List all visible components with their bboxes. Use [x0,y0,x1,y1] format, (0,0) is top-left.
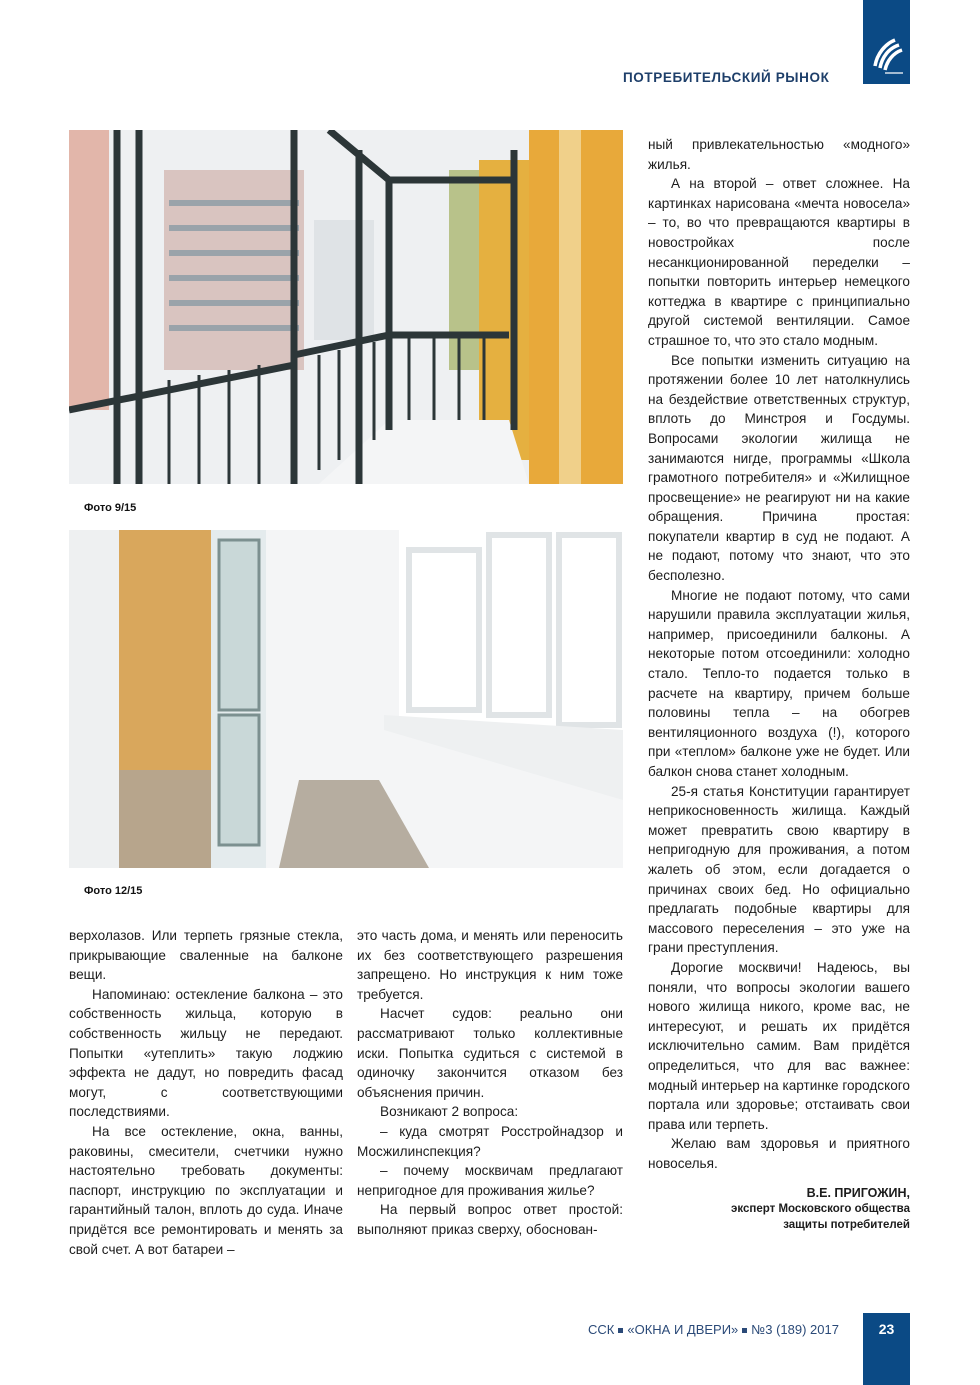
footer-publication [588,1322,839,1337]
paragraph: На все остекление, окна, ванны, раковины, смесители, счетчики нужно настоятельно требовать документы: паспорт, инструкцию по эксплуатации и гарантийный талон, вплоть до суда. Иначе придётся все ремонтировать и менять за свой счет. А вот батареи – [69,1123,343,1257]
paragraph: Напоминаю: остекление балкона – это собственность жильца, которую в собственность жильцу не передают. Попытки «утеплить» такую лоджию эффекта не дадут, но повредить фасад могут, с соответствующими последствиями. [69,986,343,1120]
article-column-left [69,926,343,1259]
magazine-logo-icon [869,36,905,76]
paragraph: 25-я статья Конституции гарантирует неприкосновенность жилища. Каждый может превратить свою квартиру в непригодную для проживания, а потом жалеть об этом, если догадается о причинах своих бед. Но официально предлагать подобные квартиры для массового переселения – это уже на грани преступления. [648,783,910,956]
author-title-line1: эксперт Московского общества [731,1203,910,1216]
paragraph: Многие не подают потому, что сами нарушили правила эксплуатации жилья, например, присоединили балконы. А некоторые потом отсоединили: холодно стало. Тепло-то подается только в расчете на квартиру, причем больше половины тепла – на обогрев вентиляционного воздуха (!), которого при «теплом» балконе уже не будет. Или балкон снова станет холодным. [648,587,910,779]
footer-issue: №3 (189) 2017 [751,1322,839,1337]
author-title-line2: защиты потребителей [783,1219,910,1232]
paragraph: это часть дома, и менять или переносить их без соответствующего разрешения запрещено. Но инструкция к ним тоже требуется. [357,928,623,1002]
paragraph: А на второй – ответ сложнее. На картинках нарисована «мечта новосела» – то, во что превращаются квартиры в новостройках после несанкционированной переделки – попытки повторить интерьер немецкого коттеджа в квартире с принципиально другой системой вентиляции. Самое страшное то, что это стало модным. [648,176,910,348]
paragraph: На первый вопрос ответ простой: выполняют приказ сверху, обоснован- [357,1202,623,1237]
paragraph: – почему москвичам предлагают непригодное для проживания жилье? [357,1163,623,1198]
footer-magazine: «ОКНА И ДВЕРИ» [627,1322,739,1337]
paragraph: ный привлекательностью «модного» жилья. [648,137,910,172]
paragraph: Насчет судов: реально они рассматривают только коллективные иски. Попытка судиться с системой в одиночку закончится отказом без объяснения причин. [357,1006,623,1100]
photo-glazed-balcony [69,130,623,484]
section-title: ПОТРЕБИТЕЛЬСКИЙ РЫНОК [623,70,830,85]
author-signature [648,1185,910,1233]
paragraph: верхолазов. Или терпеть грязные стекла, прикрывающие сваленные на балконе вещи. [69,928,343,983]
article-column-right [648,135,910,1233]
paragraph: Возникают 2 вопроса: [380,1104,519,1120]
paragraph: Желаю вам здоровья и приятного новоселья. [648,1136,910,1171]
paragraph: Все попытки изменить ситуацию на протяжении более 10 лет натолкнулись на бездействие ответственных структур, вплоть до Минстроя и Госдумы. Вопросами экологии жилища не занимаются нигде, программы «Школа грамотного потребителя» и «Жилищное просвещение» не реагируют ни на какие обращения. Причина простая: покупатели квартир в суд не подают. А не подают, потому что знают, что это бесполезно. [648,352,910,584]
paragraph: – куда смотрят Росстройнадзор и Мосжилинспекция? [357,1123,623,1159]
footer-publisher: ССК [588,1322,615,1337]
page-number: 23 [878,1321,895,1337]
article-column-middle [357,926,623,1240]
author-name: В.Е. ПРИГОЖИН, [806,1186,910,1201]
photo-caption-12-15: Фото 12/15 [84,885,143,897]
paragraph: Дорогие москвичи! Надеюсь, вы поняли, что вопросы экологии вашего нового жилища никого, кроме вас, не интересуют, и решать их придётся исключительно самим. Вам придётся определиться, что для вас важнее: модный интерьер на картинке городского портала или здоровье; отстаивать свои права или терпеть. [648,959,910,1132]
page-number-block [863,1313,910,1385]
separator-square-icon [618,1328,623,1333]
magazine-logo [863,0,910,84]
photo-caption-9-15: Фото 9/15 [84,502,137,514]
separator-square-icon [742,1328,747,1333]
photo-white-loggia [69,530,623,868]
